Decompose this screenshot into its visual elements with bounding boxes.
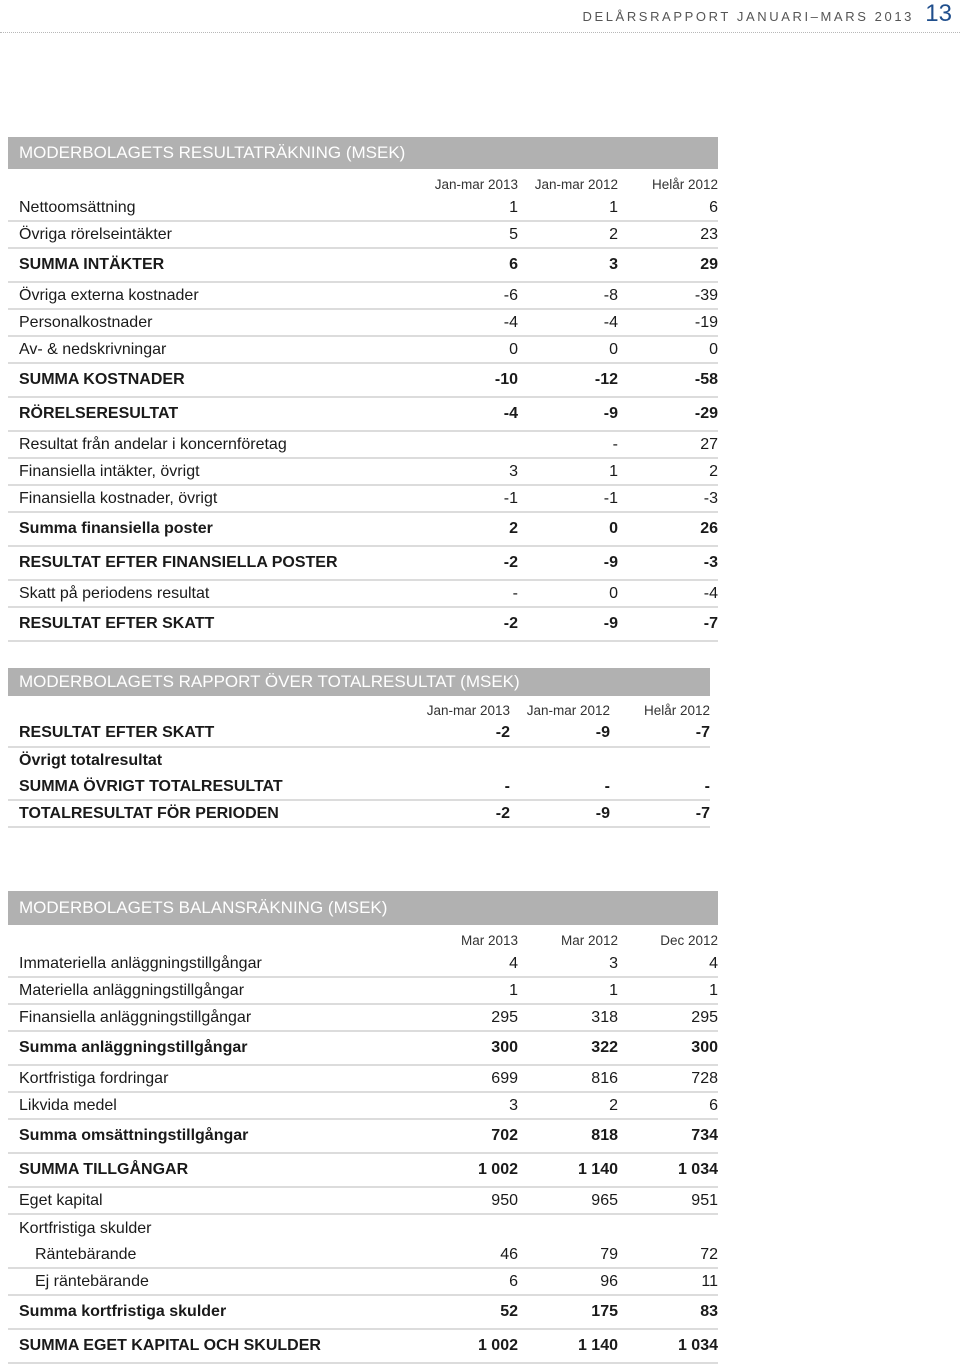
row-value: -8 <box>603 286 618 304</box>
row-label: Finansiella kostnader, övrigt <box>19 489 218 507</box>
row-value: 4 <box>509 954 518 972</box>
row-label: Nettoomsättning <box>19 198 136 216</box>
table-row <box>8 513 718 547</box>
row-label: SUMMA KOSTNADER <box>19 371 185 388</box>
row-value: 0 <box>709 340 718 358</box>
table-row <box>8 1269 718 1296</box>
table-row <box>8 1330 718 1364</box>
row-value: 29 <box>700 256 718 273</box>
column-header: Jan-mar 2013 <box>426 702 510 718</box>
table-row <box>8 1120 718 1154</box>
row-label: Materiella anläggningstillgångar <box>19 981 245 999</box>
row-value: - <box>704 777 710 795</box>
row-value: - <box>512 584 518 602</box>
row-value: - <box>504 777 510 795</box>
comprehensive-income-table <box>8 668 710 828</box>
row-value: 322 <box>591 1039 618 1056</box>
row-value: 175 <box>591 1303 618 1320</box>
table-row <box>8 951 718 978</box>
row-value: 816 <box>591 1069 618 1087</box>
row-value: 3 <box>609 256 618 273</box>
row-label: Eget kapital <box>19 1191 103 1209</box>
row-label: Kortfristiga fordringar <box>19 1069 169 1087</box>
row-value: 950 <box>491 1191 518 1209</box>
row-label: Finansiella anläggningstillgångar <box>19 1008 252 1026</box>
row-value: 72 <box>700 1245 718 1263</box>
section-title: MODERBOLAGETS BALANSRÄKNING (MSEK) <box>8 891 718 925</box>
table-row <box>8 1093 718 1120</box>
row-value: -19 <box>694 313 718 331</box>
row-value: 46 <box>500 1245 518 1263</box>
table-row <box>8 310 718 337</box>
row-value: 1 <box>609 981 618 999</box>
table-row <box>8 1296 718 1330</box>
column-header: Mar 2013 <box>460 932 518 948</box>
row-value: 52 <box>500 1303 518 1320</box>
row-value: 1 <box>609 462 618 480</box>
row-value: -3 <box>703 554 718 571</box>
row-value: 702 <box>491 1127 518 1144</box>
row-value: -6 <box>503 286 518 304</box>
row-value: 1 034 <box>677 1161 718 1178</box>
balance-sheet-table <box>8 891 718 1364</box>
row-label: SUMMA ÖVRIGT TOTALRESULTAT <box>19 777 283 795</box>
row-value: 0 <box>609 520 618 537</box>
row-label: Av- & nedskrivningar <box>19 340 167 358</box>
row-value: 3 <box>609 954 618 972</box>
row-value: 6 <box>509 256 518 273</box>
row-value: -4 <box>503 405 518 422</box>
page-number: 13 <box>925 0 952 27</box>
column-header: Mar 2012 <box>560 932 618 948</box>
row-label: Summa anläggningstillgångar <box>19 1039 248 1056</box>
row-value: -58 <box>694 371 718 388</box>
row-label: RESULTAT EFTER SKATT <box>19 724 215 741</box>
report-title: DELÅRSRAPPORT JANUARI–MARS 2013 <box>582 9 914 24</box>
row-value: 3 <box>509 462 518 480</box>
row-label: SUMMA INTÄKTER <box>19 256 165 273</box>
column-header: Helår 2012 <box>643 702 710 718</box>
table-row <box>8 547 718 581</box>
row-value: -1 <box>503 489 518 507</box>
table-row <box>8 581 718 608</box>
row-value: 27 <box>700 435 718 453</box>
column-header-row <box>8 696 710 720</box>
row-value: 318 <box>591 1008 618 1026</box>
row-value: -4 <box>703 584 718 602</box>
row-value: -9 <box>603 615 618 632</box>
row-value: 0 <box>609 340 618 358</box>
row-value: 951 <box>691 1191 718 1209</box>
row-value: 5 <box>509 225 518 243</box>
row-value: -10 <box>494 371 518 388</box>
row-label: Finansiella intäkter, övrigt <box>19 462 200 480</box>
row-value: -2 <box>495 724 510 741</box>
row-value: 728 <box>691 1069 718 1087</box>
column-header: Jan-mar 2012 <box>534 176 618 192</box>
page-header <box>0 0 960 33</box>
table-row <box>8 1066 718 1093</box>
row-value: 83 <box>700 1303 718 1320</box>
table-row <box>8 283 718 310</box>
section-title: MODERBOLAGETS RAPPORT ÖVER TOTALRESULTAT (MSEK) <box>8 668 710 696</box>
row-value: 734 <box>691 1127 718 1144</box>
row-value: -12 <box>594 371 618 388</box>
row-label: Övriga rörelseintäkter <box>19 225 172 243</box>
row-value: 0 <box>609 584 618 602</box>
table-row <box>8 801 710 828</box>
row-value: -7 <box>695 724 710 741</box>
table-row <box>8 608 718 642</box>
row-value: -2 <box>503 615 518 632</box>
table-row <box>8 774 710 801</box>
row-value: 11 <box>701 1272 718 1290</box>
row-value: 965 <box>591 1191 618 1209</box>
row-value: -29 <box>694 405 718 422</box>
row-value: 1 <box>609 198 618 216</box>
row-value: 1 002 <box>477 1337 518 1354</box>
row-value: -39 <box>694 286 718 304</box>
row-label: RESULTAT EFTER FINANSIELLA POSTER <box>19 554 338 571</box>
table-row <box>8 432 718 459</box>
table-row <box>8 1032 718 1066</box>
row-label: Summa finansiella poster <box>19 520 213 537</box>
table-row <box>8 1005 718 1032</box>
column-header: Dec 2012 <box>660 932 718 948</box>
row-value: 1 <box>509 198 518 216</box>
row-value: 295 <box>691 1008 718 1026</box>
column-header-row <box>8 925 718 951</box>
row-value: 699 <box>491 1069 518 1087</box>
row-label: SUMMA TILLGÅNGAR <box>19 1161 189 1178</box>
row-value: -9 <box>603 554 618 571</box>
row-value: -1 <box>603 489 618 507</box>
table-row <box>8 748 710 774</box>
table-row <box>8 459 718 486</box>
row-value: 2 <box>609 1096 618 1114</box>
row-value: -3 <box>703 489 718 507</box>
row-value: -2 <box>495 804 510 822</box>
row-label: RÖRELSERESULTAT <box>19 405 179 422</box>
row-value: 6 <box>709 1096 718 1114</box>
row-value: 1 140 <box>577 1337 618 1354</box>
row-label: Kortfristiga skulder <box>19 1219 152 1237</box>
row-value: 300 <box>491 1039 518 1056</box>
row-value: 79 <box>600 1245 618 1263</box>
row-value: -4 <box>503 313 518 331</box>
row-value: 4 <box>709 954 718 972</box>
row-label: Skatt på periodens resultat <box>19 584 210 602</box>
row-label: RESULTAT EFTER SKATT <box>19 615 215 632</box>
row-label: Immateriella anläggningstillgångar <box>19 954 262 972</box>
table-row <box>8 222 718 249</box>
table-row <box>8 195 718 222</box>
row-value: 818 <box>591 1127 618 1144</box>
row-value: 6 <box>509 1272 518 1290</box>
row-value: 295 <box>491 1008 518 1026</box>
row-label: Övriga externa kostnader <box>19 286 199 304</box>
table-row <box>8 486 718 513</box>
table-row <box>8 337 718 364</box>
row-value: -9 <box>595 724 610 741</box>
table-row <box>8 1242 718 1269</box>
table-row <box>8 249 718 283</box>
row-value: -7 <box>703 615 718 632</box>
row-value: 2 <box>509 520 518 537</box>
row-label: Ej räntebärande <box>35 1272 149 1290</box>
row-label: Räntebärande <box>35 1245 137 1263</box>
row-value: 2 <box>609 225 618 243</box>
row-label: TOTALRESULTAT FÖR PERIODEN <box>19 804 279 822</box>
row-value: 96 <box>600 1272 618 1290</box>
row-value: -9 <box>603 405 618 422</box>
row-value: 1 002 <box>477 1161 518 1178</box>
row-value: -4 <box>603 313 618 331</box>
table-row <box>8 978 718 1005</box>
row-value: - <box>612 435 618 453</box>
row-label: Övrigt totalresultat <box>19 752 163 769</box>
row-value: 26 <box>700 520 718 537</box>
row-value: 6 <box>709 198 718 216</box>
column-header: Jan-mar 2012 <box>526 702 610 718</box>
table-row <box>8 364 718 398</box>
row-label: SUMMA EGET KAPITAL OCH SKULDER <box>19 1337 321 1354</box>
row-label: Summa omsättningstillgångar <box>19 1127 249 1144</box>
row-value: 1 140 <box>577 1161 618 1178</box>
row-label: Personalkostnader <box>19 313 153 331</box>
row-value: -2 <box>503 554 518 571</box>
row-value: -7 <box>695 804 710 822</box>
row-value: 1 034 <box>677 1337 718 1354</box>
row-value: 1 <box>709 981 718 999</box>
table-row <box>8 1154 718 1188</box>
table-row <box>8 398 718 432</box>
row-value: 2 <box>709 462 718 480</box>
column-header: Helår 2012 <box>651 176 718 192</box>
row-value: 3 <box>509 1096 518 1114</box>
section-title: MODERBOLAGETS RESULTATRÄKNING (MSEK) <box>8 137 718 169</box>
row-value: -9 <box>595 804 610 822</box>
row-value: 1 <box>509 981 518 999</box>
table-row <box>8 1188 718 1215</box>
row-value: 23 <box>700 225 718 243</box>
row-label: Resultat från andelar i koncernföretag <box>19 435 287 453</box>
row-value: 0 <box>509 340 518 358</box>
column-header-row <box>8 169 718 195</box>
row-label: Likvida medel <box>19 1096 117 1114</box>
column-header: Jan-mar 2013 <box>434 176 518 192</box>
table-row <box>8 720 710 748</box>
income-statement-table <box>8 137 718 642</box>
row-label: Summa kortfristiga skulder <box>19 1303 227 1320</box>
table-row <box>8 1215 718 1242</box>
row-value: 300 <box>691 1039 718 1056</box>
row-value: - <box>604 777 610 795</box>
